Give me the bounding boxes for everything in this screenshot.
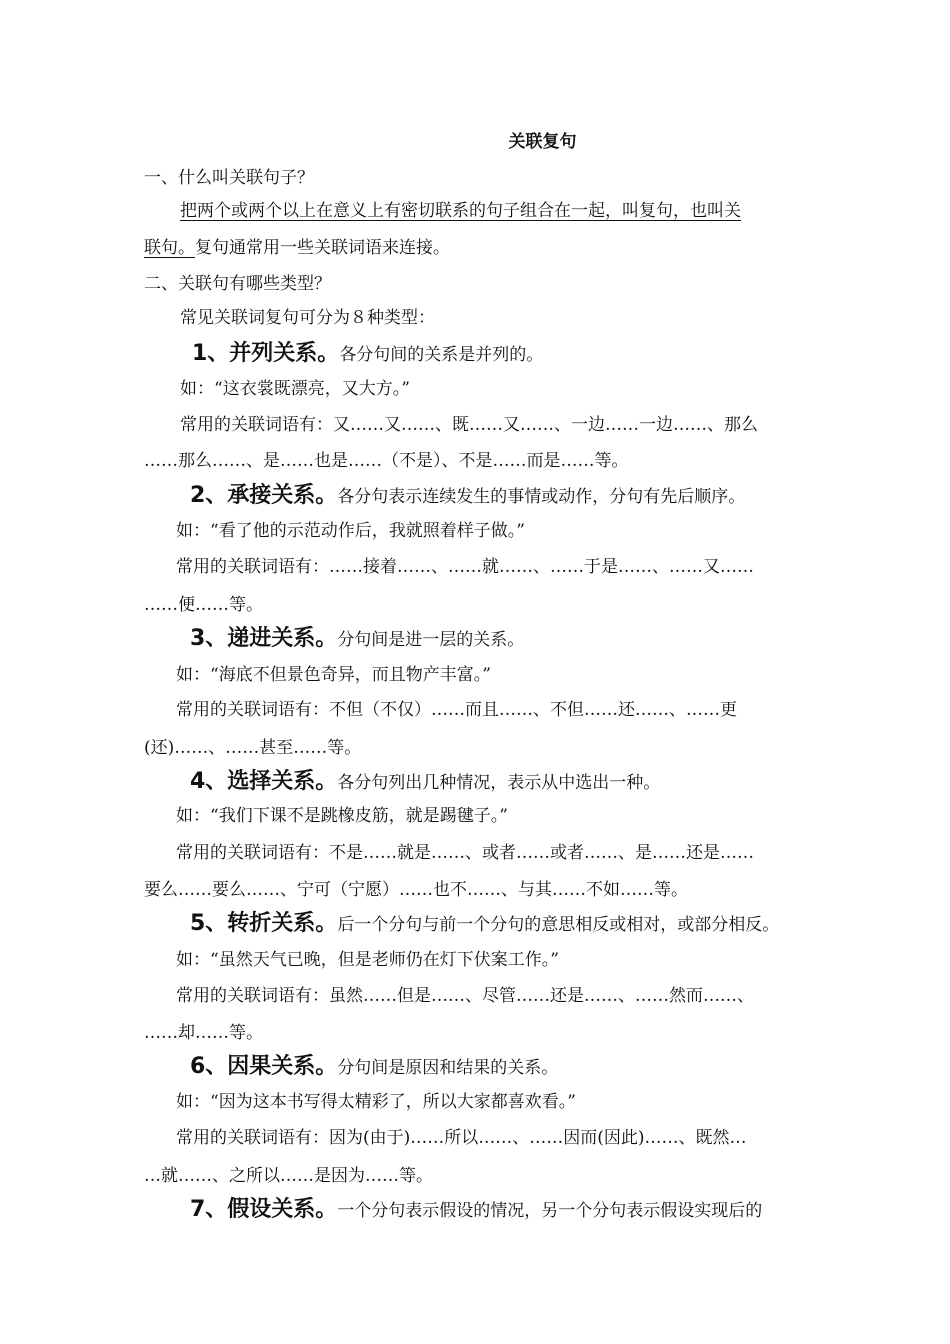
type-example: 如：“虽然天气已晚，但是老师仍在灯下伏案工作。” (176, 950, 559, 970)
type-words-line-1: 常用的关联词语有：又……又……、既……又……、一边……一边……、那么 (180, 415, 758, 435)
type-heading: 1、并列关系。 (192, 341, 340, 366)
type-description: 各分句表示连续发生的事情或动作，分句有先后顺序。 (337, 487, 746, 507)
type-heading-line (190, 764, 660, 795)
type-words-line-2: …就……、之所以……是因为……等。 (144, 1166, 433, 1186)
types-intro: 常见关联词复句可分为８种类型： (180, 308, 435, 328)
type-words-line-2: ……却……等。 (144, 1023, 263, 1043)
type-words-line-1: 常用的关联词语有：不但（不仅）……而且……、不但……还……、……更 (176, 700, 737, 720)
type-words-line-2: (还)……、……甚至……等。 (144, 738, 362, 758)
type-example: 如：“这衣裳既漂亮，又大方。” (180, 379, 410, 399)
type-heading: 3、递进关系。 (190, 626, 338, 651)
type-heading-line (190, 1192, 762, 1223)
type-words-line-2: ……便……等。 (144, 595, 263, 615)
type-description: 一个分句表示假设的情况，另一个分句表示假设实现后的 (337, 1201, 763, 1221)
type-heading: 7、假设关系。 (190, 1197, 338, 1222)
type-description: 分句间是原因和结果的关系。 (337, 1058, 559, 1078)
definition-rest-text: 复句通常用一些关联词语来连接。 (195, 238, 450, 258)
type-words-line-2: ……那么……、是……也是……（不是）、不是……而是……等。 (144, 451, 629, 471)
type-heading: 6、因果关系。 (190, 1054, 338, 1079)
type-description: 各分句列出几种情况，表示从中选出一种。 (337, 773, 661, 793)
section-heading-what: 一、什么叫关联句子？ (144, 168, 314, 188)
definition-underlined-text: 联句。 (144, 238, 195, 258)
type-description: 分句间是进一层的关系。 (337, 630, 525, 650)
type-example: 如：“看了他的示范动作后，我就照着样子做。” (176, 521, 525, 541)
type-heading: 2、承接关系。 (190, 483, 338, 508)
type-description: 后一个分句与前一个分句的意思相反或相对，或部分相反。 (337, 915, 780, 935)
type-heading: 5、转折关系。 (190, 911, 338, 936)
type-example: 如：“因为这本书写得太精彩了，所以大家都喜欢看。” (176, 1092, 576, 1112)
type-example: 如：“我们下课不是跳橡皮筋，就是踢毽子。” (176, 806, 508, 826)
section-heading-types: 二、关联句有哪些类型？ (144, 274, 331, 294)
page-title: 关联复句 (508, 132, 577, 152)
type-heading-line (192, 336, 543, 367)
type-words-line-1: 常用的关联词语有：不是……就是……、或者……或者……、是……还是…… (176, 843, 754, 863)
type-words-line-1: 常用的关联词语有：虽然……但是……、尽管……还是……、……然而……、 (176, 986, 754, 1006)
type-words-line-2: 要么……要么……、宁可（宁愿）……也不……、与其……不如……等。 (144, 880, 688, 900)
type-heading-line (190, 1049, 558, 1080)
type-heading-line (190, 478, 745, 509)
type-heading-line (190, 621, 524, 652)
type-description: 各分句间的关系是并列的。 (339, 345, 544, 365)
type-words-line-1: 常用的关联词语有：因为(由于)……所以……、……因而(因此)……、既然… (176, 1128, 747, 1148)
type-example: 如：“海底不但景色奇异，而且物产丰富。” (176, 665, 491, 685)
type-heading-line (190, 906, 779, 937)
type-heading: 4、选择关系。 (190, 769, 338, 794)
definition-line-2 (144, 233, 450, 258)
type-words-line-1: 常用的关联词语有：……接着……、……就……、……于是……、……又…… (176, 557, 754, 577)
definition-line-1: 把两个或两个以上在意义上有密切联系的句子组合在一起，叫复句，也叫关 (180, 201, 741, 221)
